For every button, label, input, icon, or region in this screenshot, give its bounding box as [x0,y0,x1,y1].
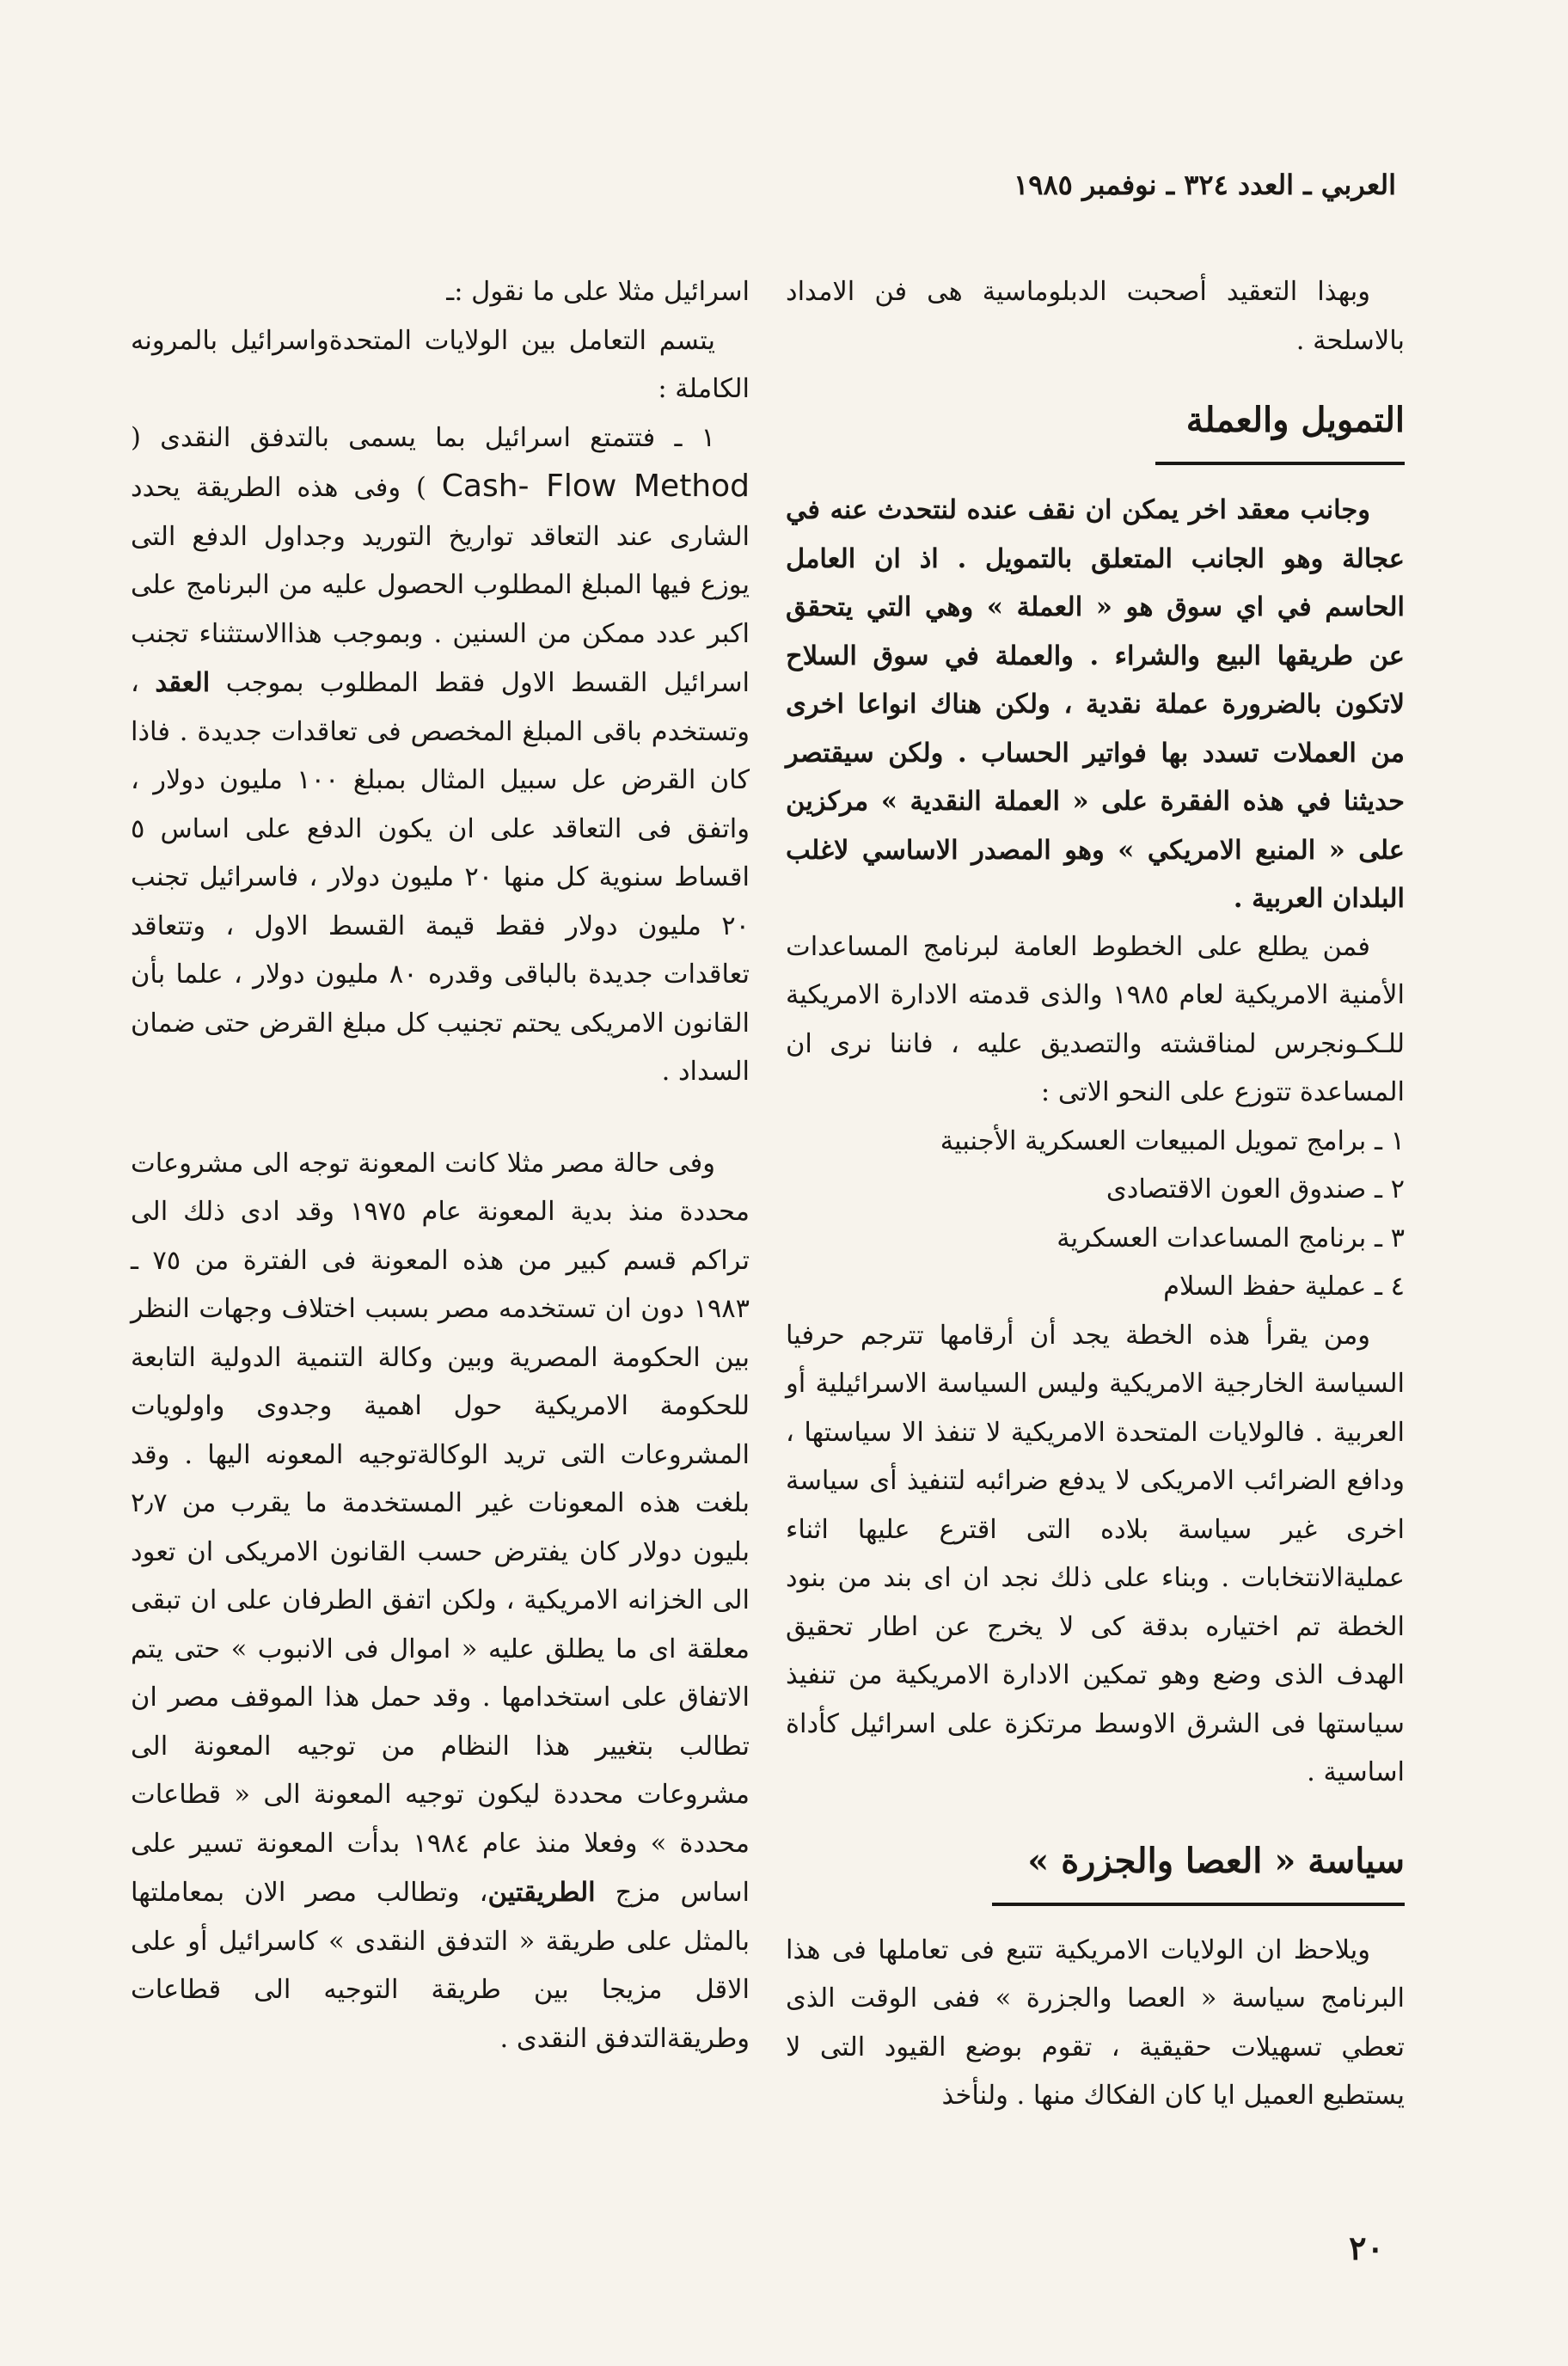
egypt-aid-text-2: ، وتطالب مصر الان بمعاملتها بالمثل على طريقة « التدفق النقدى » كاسرائيل أو على الاقل مزيجا بين طريقة التوجيه الى قطاعات وطريقةالتدفق النقدى . [131,1878,750,2054]
continuation-line: اسرائيل مثلا على ما نقول :ـ [446,277,750,307]
left-column [131,268,750,2063]
aid-list-item-3: ٣ ـ برنامج المساعدات العسكرية [1057,1223,1405,1253]
cash-flow-text-3: ، وتستخدم باقى المبلغ المخصص فى تعاقدات جديدة . فاذا كان القرض عل سبيل المثال بمبلغ ١٠٠ مليون دولار ، واتفق فى التعاقد على ان يكون الدفع على اساس ٥ اقساط سنوية كل منها ٢٠ مليون دولار ، فاسرائيل تجنب ٢٠ مليون دولار فقط قيمة القسط الاول ، وتتعاقد تعاقدات جديدة بالباقى وقدره ٨٠ مليون دولار ، علما بأن القانون الامريكى يحتم تجنيب كل مبلغ القرض حتى ضمان السداد . [131,668,750,1087]
carrot-stick-paragraph: ويلاحظ ان الولايات الامريكية تتبع فى تعاملها فى هذا البرنامج سياسة « العصا والجزرة » ففى الوقت الذى تعطي تسهيلات حقيقية ، تقوم بوضع القيود التى لا يستطيع العميل ايا كان الفكاك منها . ولنأخذ [786,1934,1405,2111]
right-column [786,268,1405,2121]
cash-flow-text-1: ١ ـ فتتمتع اسرائيل بما يسمى بالتدفق النقدى ( [131,422,715,453]
page-number: ٢٠ [1349,2228,1384,2267]
aid-list-item-4: ٤ ـ عملية حفظ السلام [1163,1272,1405,1302]
cash-flow-text-2: ) وفى هذه الطريقة يحدد الشارى عند التعاقد تواريخ التوريد وجداول الدفع التى يوزع فيها المبلغ المطلوب الحصول عليه من البرنامج على اكبر عدد ممكن من السنين . وبموجب هذاالاستثناء تجنب اسرائيل القسط الاول فقط المطلوب بموجب [131,473,750,698]
cash-flow-bold-word: العقد [155,667,211,698]
section-heading-financing: التمويل والعملة [1155,391,1405,465]
financing-paragraph-2: فمن يطلع على الخطوط العامة لبرنامج المساعدات الأمنية الامريكية لعام ١٩٨٥ والذى قدمته الادارة الامريكية للـكـونجرس لمناقشته والتصديق عليه ، فاننا نرى ان المساعدة تتوزع على النحو الاتى : [786,931,1405,1107]
egypt-aid-bold-word: الطريقتين [487,1877,596,1908]
aid-list-item-1: ١ ـ برامج تمويل المبيعات العسكرية الأجنبية [940,1125,1405,1156]
section-heading-carrot-stick: سياسة « العصا والجزرة » [992,1832,1405,1906]
financing-paragraph-3: ومن يقرأ هذه الخطة يجد أن أرقامها تترجم حرفيا السياسة الخارجية الامريكية وليس السياسة الاسرائيلية أو العربية . فالولايات المتحدة الامريكية لا تنفذ الا سياستها ، ودافع الضرائب الامريكى لا يدفع ضرائبه لتنفيذ أى سياسة اخرى غير سياسة بلاده التى اقترع عليها اثناء عمليةالانتخابات . وبناء على ذلك نجد ان اى بند من بنود الخطة تم اختياره بدقة كى لا يخرج عن اطار تحقيق الهدف الذى وضع وهو تمكين الادارة الامريكية من تنفيذ سياستها فى الشرق الاوسط مرتكزة على اسرائيل كأداة اساسية . [786,1320,1405,1787]
aid-list-item-2: ٢ ـ صندوق العون الاقتصادى [1106,1174,1405,1204]
flexibility-paragraph: يتسم التعامل بين الولايات المتحدةواسرائيل بالمرونه الكاملة : [131,325,750,404]
cash-flow-latin-term: Cash- Flow Method [441,469,750,504]
financing-paragraph-1: وجانب معقد اخر يمكن ان نقف عنده لنتحدث عنه في عجالة وهو الجانب المتعلق بالتمويل . اذ ان العامل الحاسم في اي سوق هو « العملة » وهي التي يتحقق عن طريقها البيع والشراء . والعملة في سوق السلاح لاتكون بالضرورة عملة نقدية ، ولكن هناك انواعا اخرى من العملات تسدد بها فواتير الحساب . ولكن سيقتصر حديثنا في هذه الفقرة على « العملة النقدية » مركزين على « المنبع الامريكي » وهو المصدر الاساسي لاغلب البلدان العربية . [786,494,1405,914]
cash-flow-paragraph [131,414,750,1097]
egypt-aid-paragraph [131,1140,750,2064]
running-header: العربي ـ العدد ٣٢٤ ـ نوفمبر ١٩٨٥ [1014,169,1396,201]
egypt-aid-text-1: وفى حالة مصر مثلا كانت المعونة توجه الى مشروعات محددة منذ بدية المعونة عام ١٩٧٥ وقد ادى ذلك الى تراكم قسم كبير من هذه المعونة فى الفترة من ٧٥ ـ ١٩٨٣ دون ان تستخدمه مصر بسبب اختلاف وجهات النظر بين الحكومة المصرية وبين وكالة التنمية الدولية التابعة للحكومة الامريكية حول اهمية وجدوى واولويات المشروعات التى تريد الوكالةتوجيه المعونه اليها . وقد بلغت هذه المعونات غير المستخدمة ما يقرب من ٢٫٧ بليون دولار كان يفترض حسب القانون الامريكى ان تعود الى الخزانه الامريكية ، ولكن اتفق الطرفان على ان تبقى معلقة اى ما يطلق عليه « اموال فى الانبوب » حتى يتم الاتفاق على استخدامها . وقد حمل هذا الموقف مصر ان تطالب بتغيير هذا النظام من توجيه المعونة الى مشروعات محددة ليكون توجيه المعونة الى « قطاعات محددة » وفعلا منذ عام ١٩٨٤ بدأت المعونة تسير على اساس مزج [131,1148,750,1908]
intro-paragraph: وبهذا التعقيد أصحبت الدبلوماسية هى فن الامداد بالاسلحة . [786,277,1405,356]
